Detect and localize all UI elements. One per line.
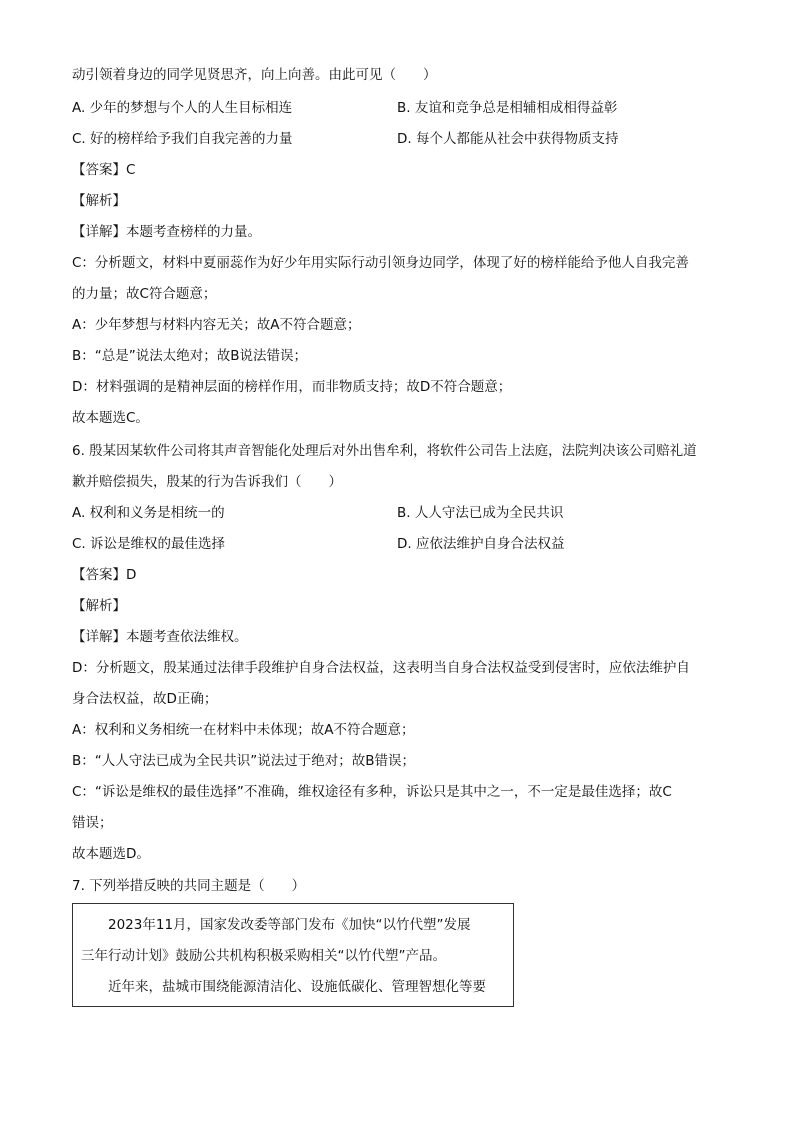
q7-stem: 7. 下列举措反映的共同主题是（ ） <box>72 878 306 894</box>
q6-analysis-d-line1: D：分析题文，殷某通过法律手段维护自身合法权益，这表明当自身合法权益受到侵害时，应依法维护自 <box>72 660 690 676</box>
q5-option-d: D. 每个人都能从社会中获得物质支持 <box>397 131 619 147</box>
q6-option-a: A. 权利和义务是相统一的 <box>72 505 225 521</box>
q6-option-c: C. 诉讼是维权的最佳选择 <box>72 536 226 552</box>
q7-material-line2: 三年行动计划》鼓励公共机构积极采购相关“以竹代塑”产品。 <box>81 948 446 964</box>
q6-analysis-b: B：“人人守法已成为全民共识”说法过于绝对；故B错误； <box>72 753 416 769</box>
q5-answer: 【答案】C <box>72 162 136 178</box>
q5-option-a: A. 少年的梦想与个人的人生目标相连 <box>72 100 293 116</box>
q5-stem-tail: 动引领着身边的同学见贤思齐，向上向善。由此可见（ ） <box>72 67 437 83</box>
q6-stem-line1: 6. 殷某因某软件公司将其声音智能化处理后对外出售牟利，将软件公司告上法庭，法院判决该公司赔礼道 <box>72 443 697 459</box>
q5-option-c: C. 好的榜样给予我们自我完善的力量 <box>72 131 293 147</box>
q6-answer: 【答案】D <box>72 567 137 583</box>
q5-analysis-a: A：少年梦想与材料内容无关；故A不符合题意； <box>72 317 361 333</box>
q6-option-d: D. 应依法维护自身合法权益 <box>397 536 565 552</box>
q7-material-line3: 近年来，盐城市围绕能源清洁化、设施低碳化、管理智想化等要 <box>108 979 486 995</box>
q7-material-box <box>72 903 514 1007</box>
q5-detail: 【详解】本题考查榜样的力量。 <box>72 224 261 240</box>
q6-analysis-c-line2: 错误； <box>72 815 113 831</box>
q6-conclusion: 故本题选D。 <box>72 846 150 862</box>
q5-conclusion: 故本题选C。 <box>72 410 149 426</box>
q5-analysis-c-line1: C：分析题文，材料中夏丽蕊作为好少年用实际行动引领身边同学，体现了好的榜样能给予他人自我完善 <box>72 255 689 271</box>
q6-option-b: B. 人人守法已成为全民共识 <box>397 505 564 521</box>
q5-option-b: B. 友谊和竞争总是相辅相成相得益彰 <box>397 100 618 116</box>
q5-analysis-b: B：“总是”说法太绝对；故B说法错误； <box>72 348 308 364</box>
q5-analysis-d: D：材料强调的是精神层面的榜样作用，而非物质支持；故D不符合题意； <box>72 379 512 395</box>
q7-material-line1: 2023年11月，国家发改委等部门发布《加快“以竹代塑”发展 <box>108 917 471 933</box>
q6-detail: 【详解】本题考查依法维权。 <box>72 629 248 645</box>
q5-analysis-label: 【解析】 <box>72 193 126 209</box>
q6-analysis-d-line2: 身合法权益，故D正确； <box>72 691 218 707</box>
q5-analysis-c-line2: 的力量；故C符合题意； <box>72 286 217 302</box>
q6-analysis-c-line1: C：“诉讼是维权的最佳选择”不准确，维权途径有多种，诉讼只是其中之一，不一定是最佳选择；故C <box>72 784 672 800</box>
q6-stem-line2: 歉并赔偿损失，殷某的行为告诉我们（ ） <box>72 474 342 490</box>
q6-analysis-label: 【解析】 <box>72 598 126 614</box>
q6-analysis-a: A：权利和义务相统一在材料中未体现；故A不符合题意； <box>72 722 415 738</box>
